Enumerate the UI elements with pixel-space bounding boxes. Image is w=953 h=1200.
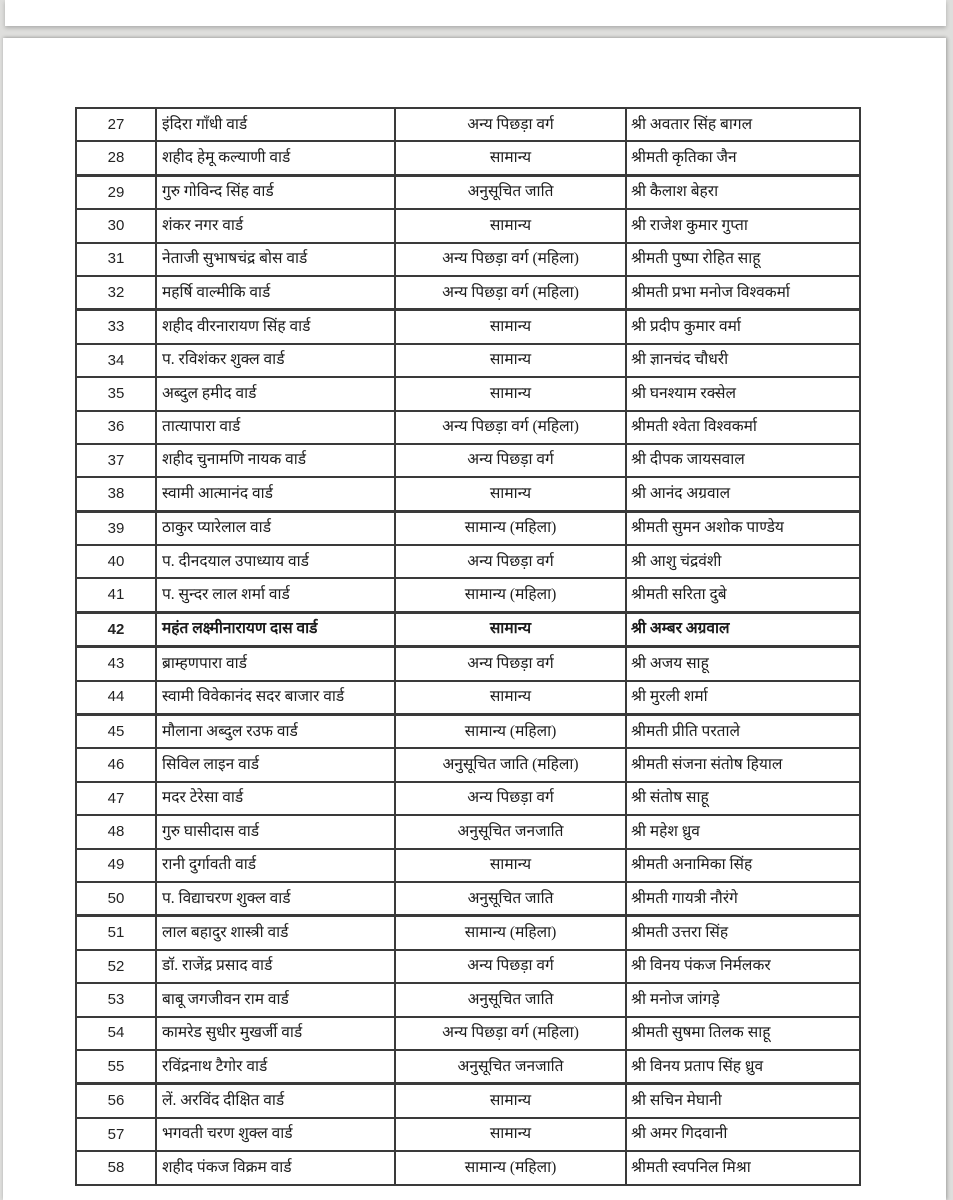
category-cell: सामान्य xyxy=(395,310,626,344)
table-row xyxy=(76,411,860,444)
ward-number-cell: 38 xyxy=(76,477,156,511)
table-row xyxy=(76,1118,860,1151)
ward-name-cell: गुरु घासीदास वार्ड xyxy=(156,815,395,848)
category-cell: अन्य पिछड़ा वर्ग (महिला) xyxy=(395,276,626,310)
member-name-cell: श्री विनय पंकज निर्मलकर xyxy=(626,950,860,983)
category-cell: सामान्य (महिला) xyxy=(395,578,626,612)
member-name-cell: श्री मनोज जांगड़े xyxy=(626,983,860,1016)
table-row xyxy=(76,1084,860,1118)
ward-name-cell: बाबू जगजीवन राम वार्ड xyxy=(156,983,395,1016)
ward-number-cell: 58 xyxy=(76,1151,156,1184)
ward-number-cell: 43 xyxy=(76,647,156,681)
member-name-cell: श्रीमती श्वेता विश्वकर्मा xyxy=(626,411,860,444)
table-row xyxy=(76,748,860,781)
ward-name-cell: प. रविशंकर शुक्ल वार्ड xyxy=(156,344,395,377)
member-name-cell: श्रीमती गायत्री नौरंगे xyxy=(626,882,860,916)
category-cell: सामान्य (महिला) xyxy=(395,916,626,950)
member-name-cell: श्री सचिन मेघानी xyxy=(626,1084,860,1118)
ward-number-cell: 28 xyxy=(76,141,156,175)
member-name-cell: श्री दीपक जायसवाल xyxy=(626,444,860,477)
ward-name-cell: नेताजी सुभाषचंद्र बोस वार्ड xyxy=(156,243,395,276)
ward-number-cell: 39 xyxy=(76,511,156,545)
ward-number-cell: 49 xyxy=(76,849,156,882)
table-row xyxy=(76,276,860,310)
ward-name-cell: मौलाना अब्दुल रउफ वार्ड xyxy=(156,715,395,749)
ward-number-cell: 54 xyxy=(76,1017,156,1050)
table-row xyxy=(76,815,860,848)
category-cell: अनुसूचित जाति xyxy=(395,983,626,1016)
category-cell: सामान्य (महिला) xyxy=(395,1151,626,1184)
table-row xyxy=(76,612,860,646)
member-name-cell: श्रीमती प्रीति परताले xyxy=(626,715,860,749)
member-name-cell: श्रीमती प्रभा मनोज विश्वकर्मा xyxy=(626,276,860,310)
table-row xyxy=(76,545,860,578)
ward-number-cell: 50 xyxy=(76,882,156,916)
ward-number-cell: 36 xyxy=(76,411,156,444)
ward-name-cell: लें. अरविंद दीक्षित वार्ड xyxy=(156,1084,395,1118)
member-name-cell: श्री ज्ञानचंद चौधरी xyxy=(626,344,860,377)
table-row xyxy=(76,243,860,276)
ward-name-cell: प. सुन्दर लाल शर्मा वार्ड xyxy=(156,578,395,612)
member-name-cell: श्रीमती उत्तरा सिंह xyxy=(626,916,860,950)
ward-table-body xyxy=(76,108,860,1185)
category-cell: अनुसूचित जाति xyxy=(395,175,626,209)
ward-number-cell: 45 xyxy=(76,715,156,749)
category-cell: अन्य पिछड़ा वर्ग xyxy=(395,444,626,477)
ward-number-cell: 44 xyxy=(76,681,156,715)
category-cell: अन्य पिछड़ा वर्ग (महिला) xyxy=(395,411,626,444)
category-cell: अनुसूचित जाति xyxy=(395,882,626,916)
table-row xyxy=(76,175,860,209)
ward-number-cell: 29 xyxy=(76,175,156,209)
table-row xyxy=(76,344,860,377)
member-name-cell: श्री अम्बर अग्रवाल xyxy=(626,612,860,646)
category-cell: सामान्य xyxy=(395,209,626,242)
table-row xyxy=(76,1151,860,1184)
ward-name-cell: प. दीनदयाल उपाध्याय वार्ड xyxy=(156,545,395,578)
member-name-cell: श्री अवतार सिंह बागल xyxy=(626,108,860,141)
table-row xyxy=(76,209,860,242)
member-name-cell: श्री महेश ध्रुव xyxy=(626,815,860,848)
ward-name-cell: शहीद हेमू कल्याणी वार्ड xyxy=(156,141,395,175)
previous-page-bottom-edge xyxy=(5,0,946,26)
category-cell: सामान्य xyxy=(395,1084,626,1118)
table-row xyxy=(76,782,860,815)
category-cell: सामान्य xyxy=(395,344,626,377)
table-row xyxy=(76,310,860,344)
ward-name-cell: लाल बहादुर शास्त्री वार्ड xyxy=(156,916,395,950)
ward-number-cell: 34 xyxy=(76,344,156,377)
ward-name-cell: शहीद चुनामणि नायक वार्ड xyxy=(156,444,395,477)
ward-number-cell: 55 xyxy=(76,1050,156,1084)
table-row xyxy=(76,916,860,950)
ward-number-cell: 32 xyxy=(76,276,156,310)
member-name-cell: श्री अजय साहू xyxy=(626,647,860,681)
category-cell: सामान्य xyxy=(395,681,626,715)
table-row xyxy=(76,950,860,983)
ward-name-cell: शहीद पंकज विक्रम वार्ड xyxy=(156,1151,395,1184)
member-name-cell: श्री कैलाश बेहरा xyxy=(626,175,860,209)
ward-number-cell: 35 xyxy=(76,377,156,410)
category-cell: अन्य पिछड़ा वर्ग xyxy=(395,782,626,815)
member-name-cell: श्रीमती सरिता दुबे xyxy=(626,578,860,612)
table-row xyxy=(76,882,860,916)
category-cell: सामान्य xyxy=(395,377,626,410)
ward-number-cell: 30 xyxy=(76,209,156,242)
table-row xyxy=(76,1050,860,1084)
ward-name-cell: सिविल लाइन वार्ड xyxy=(156,748,395,781)
category-cell: अन्य पिछड़ा वर्ग xyxy=(395,108,626,141)
member-name-cell: श्री अमर गिदवानी xyxy=(626,1118,860,1151)
table-row xyxy=(76,477,860,511)
table-row xyxy=(76,647,860,681)
category-cell: सामान्य xyxy=(395,849,626,882)
member-name-cell: श्रीमती सुमन अशोक पाण्डेय xyxy=(626,511,860,545)
member-name-cell: श्रीमती स्वपनिल मिश्रा xyxy=(626,1151,860,1184)
table-row xyxy=(76,141,860,175)
ward-name-cell: स्वामी विवेकानंद सदर बाजार वार्ड xyxy=(156,681,395,715)
table-row xyxy=(76,578,860,612)
category-cell: सामान्य (महिला) xyxy=(395,511,626,545)
ward-name-cell: रविंद्रनाथ टैगोर वार्ड xyxy=(156,1050,395,1084)
ward-name-cell: शंकर नगर वार्ड xyxy=(156,209,395,242)
ward-name-cell: ठाकुर प्यारेलाल वार्ड xyxy=(156,511,395,545)
ward-number-cell: 57 xyxy=(76,1118,156,1151)
member-name-cell: श्री विनय प्रताप सिंह ध्रुव xyxy=(626,1050,860,1084)
ward-name-cell: प. विद्याचरण शुक्ल वार्ड xyxy=(156,882,395,916)
member-name-cell: श्रीमती कृतिका जैन xyxy=(626,141,860,175)
category-cell: अन्य पिछड़ा वर्ग (महिला) xyxy=(395,1017,626,1050)
ward-name-cell: इंदिरा गाँधी वार्ड xyxy=(156,108,395,141)
member-name-cell: श्रीमती सुषमा तिलक साहू xyxy=(626,1017,860,1050)
ward-name-cell: शहीद वीरनारायण सिंह वार्ड xyxy=(156,310,395,344)
category-cell: सामान्य xyxy=(395,141,626,175)
ward-number-cell: 41 xyxy=(76,578,156,612)
category-cell: अनुसूचित जाति (महिला) xyxy=(395,748,626,781)
table-row xyxy=(76,444,860,477)
ward-name-cell: रानी दुर्गावती वार्ड xyxy=(156,849,395,882)
ward-number-cell: 40 xyxy=(76,545,156,578)
ward-number-cell: 53 xyxy=(76,983,156,1016)
member-name-cell: श्रीमती अनामिका सिंह xyxy=(626,849,860,882)
ward-name-cell: भगवती चरण शुक्ल वार्ड xyxy=(156,1118,395,1151)
category-cell: अन्य पिछड़ा वर्ग xyxy=(395,950,626,983)
ward-name-cell: तात्यापारा वार्ड xyxy=(156,411,395,444)
ward-number-cell: 42 xyxy=(76,612,156,646)
ward-name-cell: स्वामी आत्मानंद वार्ड xyxy=(156,477,395,511)
ward-name-cell: महंत लक्ष्मीनारायण दास वार्ड xyxy=(156,612,395,646)
ward-number-cell: 31 xyxy=(76,243,156,276)
member-name-cell: श्री प्रदीप कुमार वर्मा xyxy=(626,310,860,344)
ward-list-table xyxy=(75,107,861,1186)
table-row xyxy=(76,377,860,410)
table-row xyxy=(76,849,860,882)
table-row xyxy=(76,983,860,1016)
category-cell: अन्य पिछड़ा वर्ग xyxy=(395,545,626,578)
category-cell: सामान्य xyxy=(395,477,626,511)
ward-number-cell: 27 xyxy=(76,108,156,141)
member-name-cell: श्री आनंद अग्रवाल xyxy=(626,477,860,511)
table-row xyxy=(76,1017,860,1050)
ward-number-cell: 51 xyxy=(76,916,156,950)
ward-number-cell: 56 xyxy=(76,1084,156,1118)
document-page xyxy=(3,38,946,1200)
ward-name-cell: ब्राम्हणपारा वार्ड xyxy=(156,647,395,681)
ward-number-cell: 48 xyxy=(76,815,156,848)
ward-name-cell: गुरु गोविन्द सिंह वार्ड xyxy=(156,175,395,209)
member-name-cell: श्रीमती संजना संतोष हियाल xyxy=(626,748,860,781)
ward-name-cell: अब्दुल हमीद वार्ड xyxy=(156,377,395,410)
ward-name-cell: मदर टेरेसा वार्ड xyxy=(156,782,395,815)
table-row xyxy=(76,511,860,545)
member-name-cell: श्री घनश्याम रक्सेल xyxy=(626,377,860,410)
category-cell: अनुसूचित जनजाति xyxy=(395,815,626,848)
ward-number-cell: 46 xyxy=(76,748,156,781)
ward-number-cell: 33 xyxy=(76,310,156,344)
category-cell: सामान्य xyxy=(395,612,626,646)
member-name-cell: श्रीमती पुष्पा रोहित साहू xyxy=(626,243,860,276)
category-cell: अन्य पिछड़ा वर्ग xyxy=(395,647,626,681)
member-name-cell: श्री संतोष साहू xyxy=(626,782,860,815)
category-cell: सामान्य xyxy=(395,1118,626,1151)
table-row xyxy=(76,681,860,715)
category-cell: सामान्य (महिला) xyxy=(395,715,626,749)
category-cell: अनुसूचित जनजाति xyxy=(395,1050,626,1084)
ward-name-cell: महर्षि वाल्मीकि वार्ड xyxy=(156,276,395,310)
ward-number-cell: 52 xyxy=(76,950,156,983)
member-name-cell: श्री राजेश कुमार गुप्ता xyxy=(626,209,860,242)
ward-name-cell: डॉ. राजेंद्र प्रसाद वार्ड xyxy=(156,950,395,983)
category-cell: अन्य पिछड़ा वर्ग (महिला) xyxy=(395,243,626,276)
ward-name-cell: कामरेड सुधीर मुखर्जी वार्ड xyxy=(156,1017,395,1050)
table-row xyxy=(76,715,860,749)
table-row xyxy=(76,108,860,141)
ward-number-cell: 47 xyxy=(76,782,156,815)
member-name-cell: श्री आशु चंद्रवंशी xyxy=(626,545,860,578)
ward-number-cell: 37 xyxy=(76,444,156,477)
member-name-cell: श्री मुरली शर्मा xyxy=(626,681,860,715)
